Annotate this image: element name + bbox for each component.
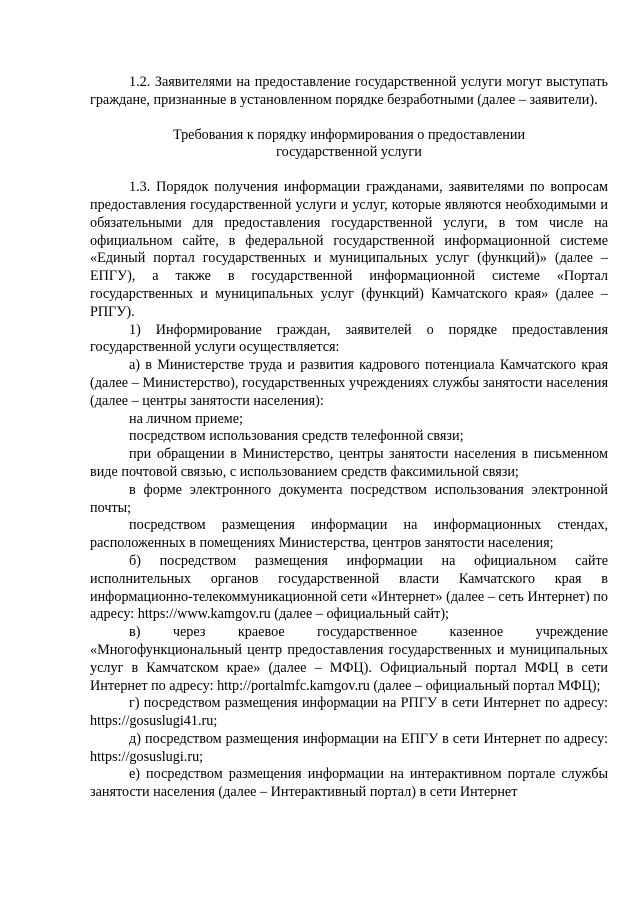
paragraph-item-a: а) в Министерстве труда и развития кадрового потенциала Камчатского края (далее – Министерство), государственных учреждениях службы занятости населения (далее – центры занятости населения): (90, 357, 608, 409)
paragraph-1-2: 1.2. Заявителями на предоставление государственной услуги могут выступать граждане, признанные в установленном порядке безработными (далее – заявители). (90, 74, 608, 108)
paragraph-1-3: 1.3. Порядок получения информации гражданами, заявителями по вопросам предоставления государственной услуги и услуг, которые являются необходимыми и обязательными для предоставления государственной услуги, в том числе на официальном сайте, в федеральной государственной информационной системе «Единый портал государственных и муниципальных услуг (функций)» (далее – ЕПГУ), а также в государственной информационной системе «Портал государственных и муниципальных услуг (функций) Камчатского края» (далее – РПГУ). (90, 179, 608, 320)
paragraph-item-d: д) посредством размещения информации на ЕПГУ в сети Интернет по адресу: https://gosuslugi.ru; (90, 730, 608, 765)
spacer (90, 162, 608, 179)
paragraph-item-a-phone: посредством использования средств телефонной связи; (129, 428, 464, 445)
paragraph-item-e: е) посредством размещения информации на интерактивном портале службы занятости населения (далее – Интерактивный портал) в сети Интернет (90, 766, 608, 801)
document-body (90, 74, 608, 802)
paragraph-item-a-written: при обращении в Министерство, центры занятости населения в письменном виде почтовой связью, с использованием средств факсимильной связи; (90, 446, 608, 480)
paragraph-item-1: 1) Информирование граждан, заявителей о порядке предоставления государственной услуги осуществляется: (90, 321, 608, 356)
paragraph-item-a-stands: посредством размещения информации на информационных стендах, расположенных в помещениях Министерства, центров занятости населения; (90, 517, 608, 552)
spacer (90, 110, 608, 127)
paragraph-item-a-personal: на личном приеме; (129, 410, 243, 427)
paragraph-item-b: б) посредством размещения информации на официальном сайте исполнительных органов государственной власти Камчатского края в информационно-телекоммуникационной сети «Интернет» (далее – сеть Интернет) по адресу: https://www.kamgov.ru (далее – официальный сайт); (90, 552, 608, 623)
paragraph-item-a-email: в форме электронного документа посредством использования электронной почты; (90, 481, 608, 516)
paragraph-item-v: в) через краевое государственное казенное учреждение «Многофункциональный центр предоставления государственных и муниципальных услуг в Камчатском крае» (далее – МФЦ). Официальный портал МФЦ в сети Интернет по адресу: http://portalmfc.kamgov.ru (далее – официальный портал МФЦ); (90, 624, 608, 694)
paragraph-item-g: г) посредством размещения информации на РПГУ в сети Интернет по адресу: https://gosuslugi41.ru; (90, 695, 608, 730)
section-heading: Требования к порядку информирования о предоставлении государственной услуги (172, 126, 526, 161)
